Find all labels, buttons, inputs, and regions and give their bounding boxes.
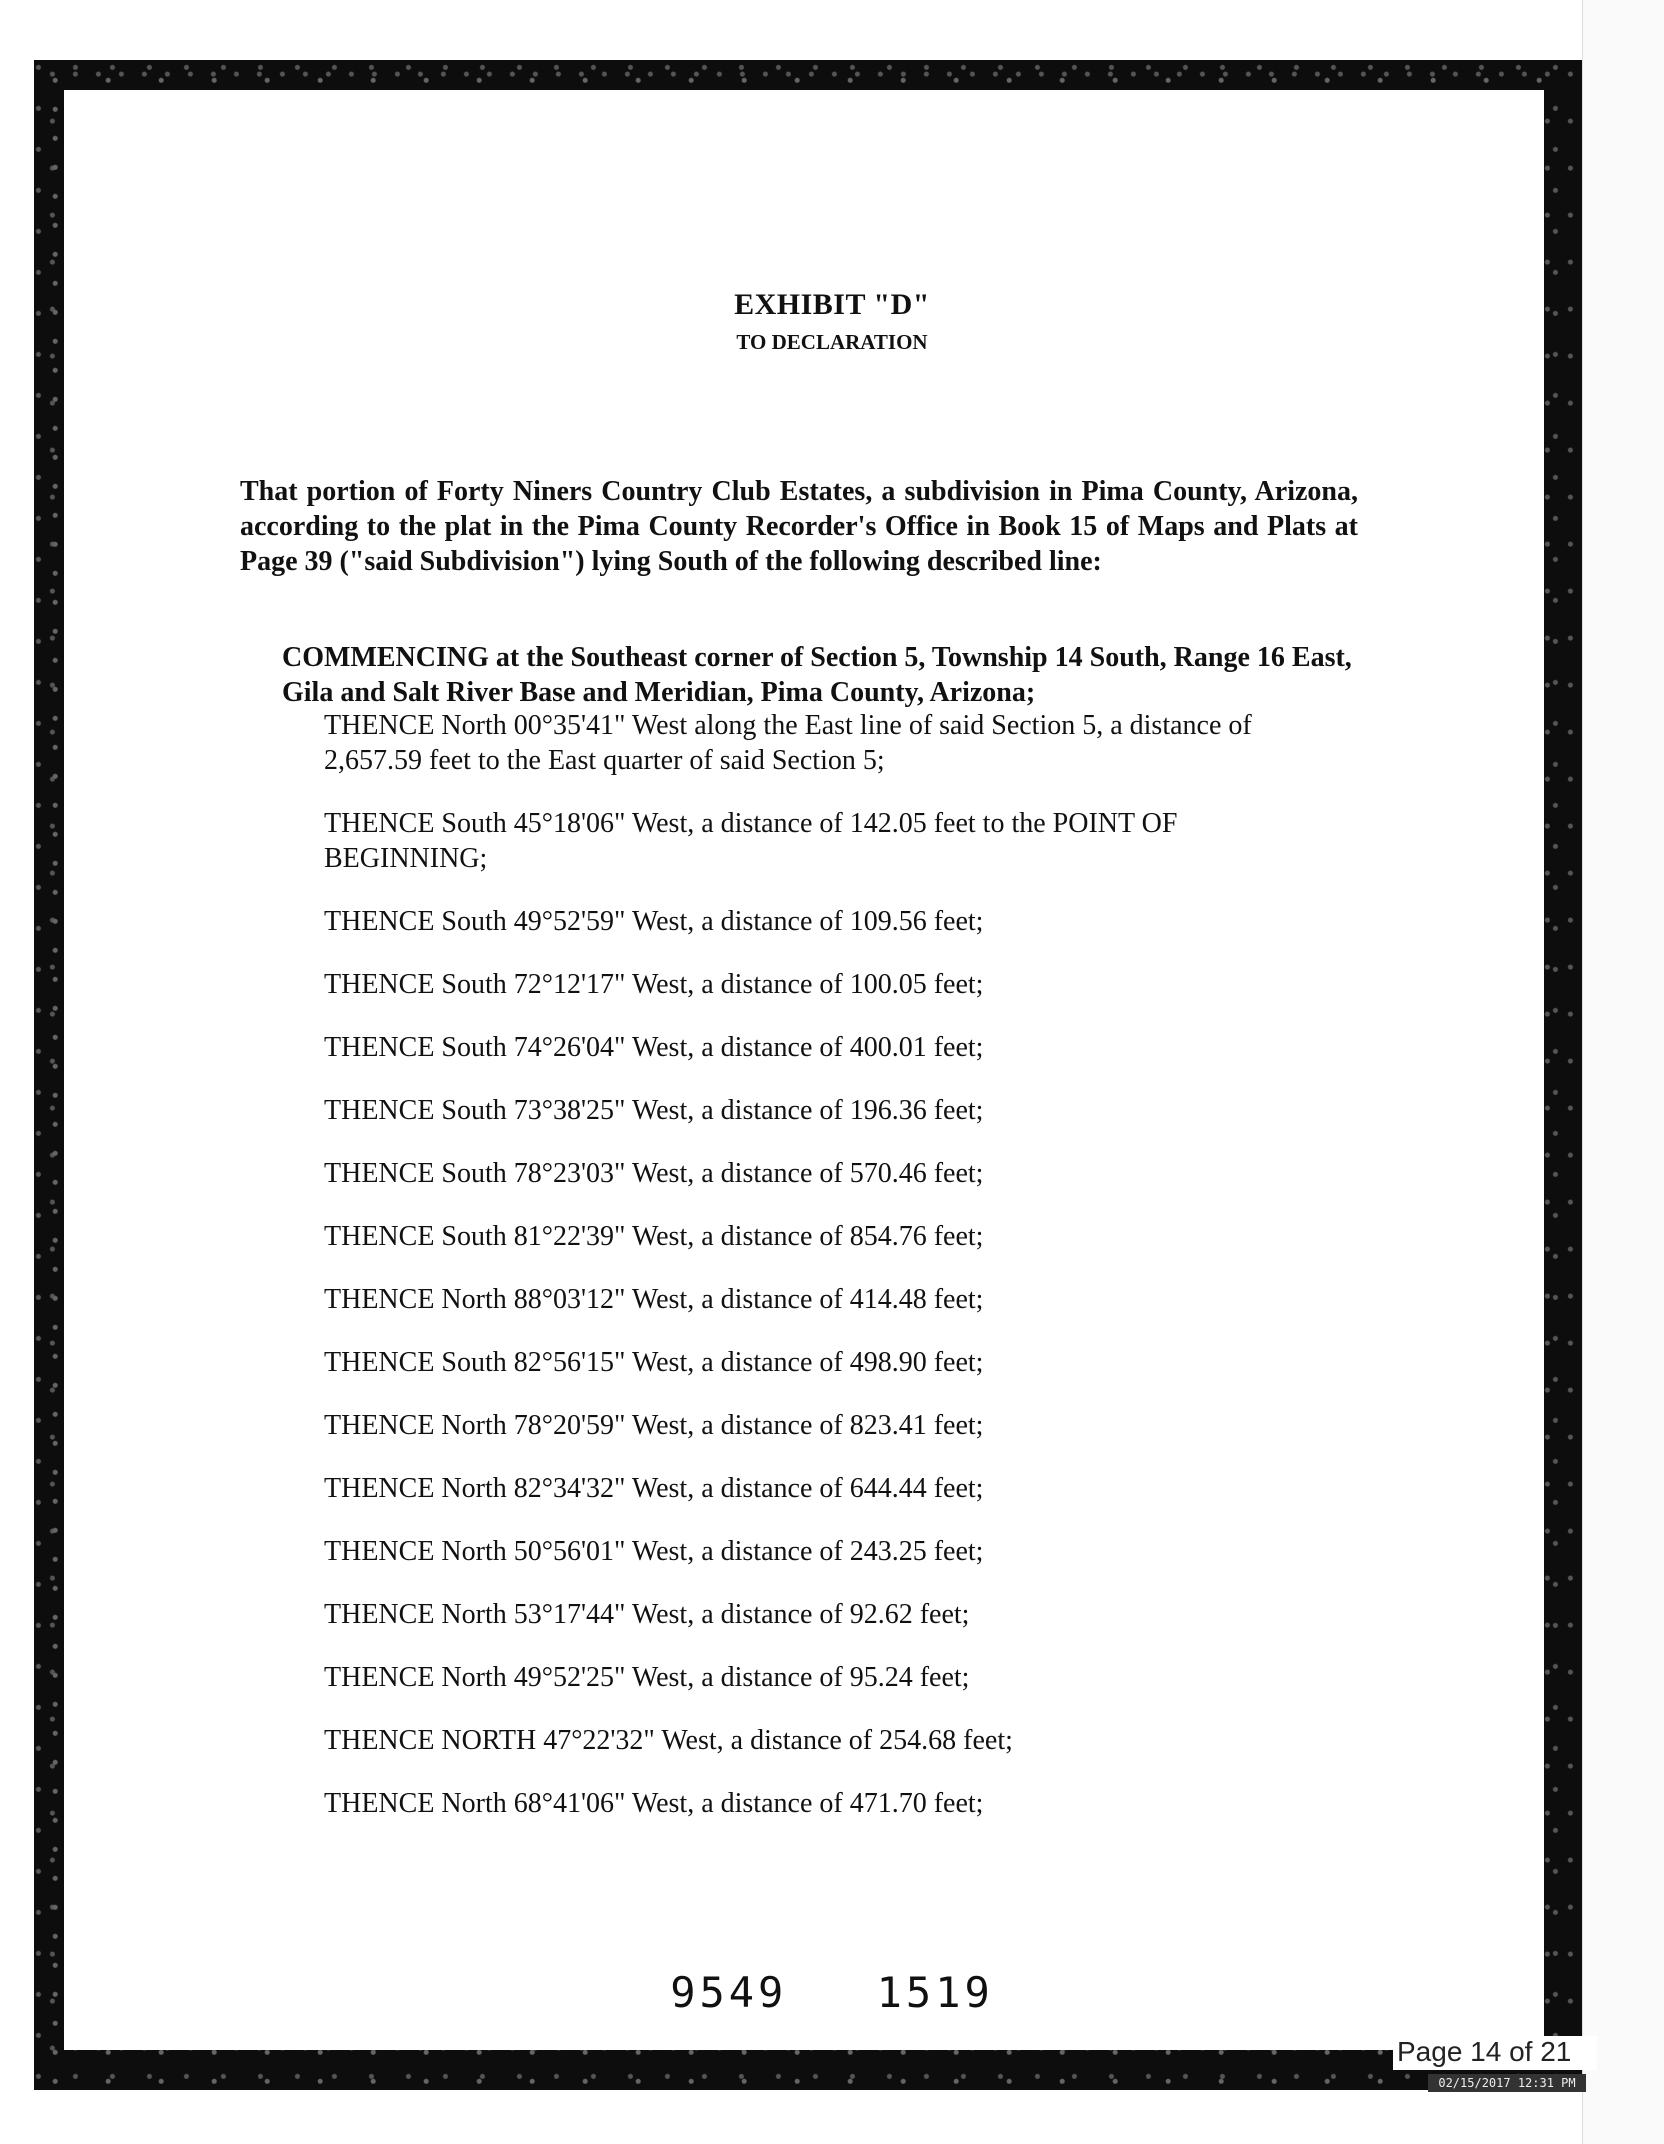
- exhibit-subtitle: TO DECLARATION: [736, 330, 928, 354]
- exhibit-title: EXHIBIT "D": [734, 288, 930, 321]
- course-item: THENCE North 78°20'59" West, a distance of 823.41 feet;: [324, 1410, 984, 1441]
- course-item: THENCE NORTH 47°22'32" West, a distance of 254.68 feet;: [324, 1725, 1013, 1756]
- course-item: THENCE South 78°23'03" West, a distance of 570.46 feet;: [324, 1158, 984, 1189]
- course-item: THENCE South 72°12'17" West, a distance of 100.05 feet;: [324, 969, 984, 1000]
- course-item: THENCE North 88°03'12" West, a distance of 414.48 feet;: [324, 1284, 984, 1315]
- course-item: THENCE South 45°18'06" West, a distance of 142.05 feet to the POINT OF BEGINNING;: [324, 808, 1178, 874]
- course-item: THENCE North 00°35'41" West along the East line of said Section 5, a distance of 2,657.59 feet to the East quarter of said Section 5;: [324, 710, 1252, 776]
- course-item: THENCE North 49°52'25" West, a distance of 95.24 feet;: [324, 1662, 970, 1693]
- course-item: THENCE North 53°17'44" West, a distance of 92.62 feet;: [324, 1599, 970, 1630]
- commencing-paragraph: COMMENCING at the Southeast corner of Section 5, Township 14 South, Range 16 East, Gila and Salt River Base and Meridian, Pima County, Arizona;: [282, 642, 1352, 708]
- page-number: Page 14 of 21: [1393, 2036, 1597, 2070]
- course-item: THENCE North 68°41'06" West, a distance of 471.70 feet;: [324, 1788, 984, 1819]
- course-list: [324, 708, 1324, 1849]
- timestamp-stamp: 02/15/2017 12:31 PM: [1428, 2074, 1586, 2092]
- course-item: THENCE North 50°56'01" West, a distance of 243.25 feet;: [324, 1536, 984, 1567]
- course-item: THENCE South 74°26'04" West, a distance of 400.01 feet;: [324, 1032, 984, 1063]
- course-item: THENCE North 82°34'32" West, a distance of 644.44 feet;: [324, 1473, 984, 1504]
- course-item: THENCE South 73°38'25" West, a distance of 196.36 feet;: [324, 1095, 984, 1126]
- book-page-number: 9549 1519: [670, 1968, 994, 2017]
- course-item: THENCE South 81°22'39" West, a distance of 854.76 feet;: [324, 1221, 984, 1252]
- course-item: THENCE South 82°56'15" West, a distance of 498.90 feet;: [324, 1347, 984, 1378]
- intro-paragraph: That portion of Forty Niners Country Club Estates, a subdivision in Pima County, Arizona, according to the plat in the Pima County Recorder's Office in Book 15 of Maps and Plats at Page 39 ("said Subdivision") lying South of the following described line:: [240, 476, 1358, 577]
- course-item: THENCE South 49°52'59" West, a distance of 109.56 feet;: [324, 906, 984, 937]
